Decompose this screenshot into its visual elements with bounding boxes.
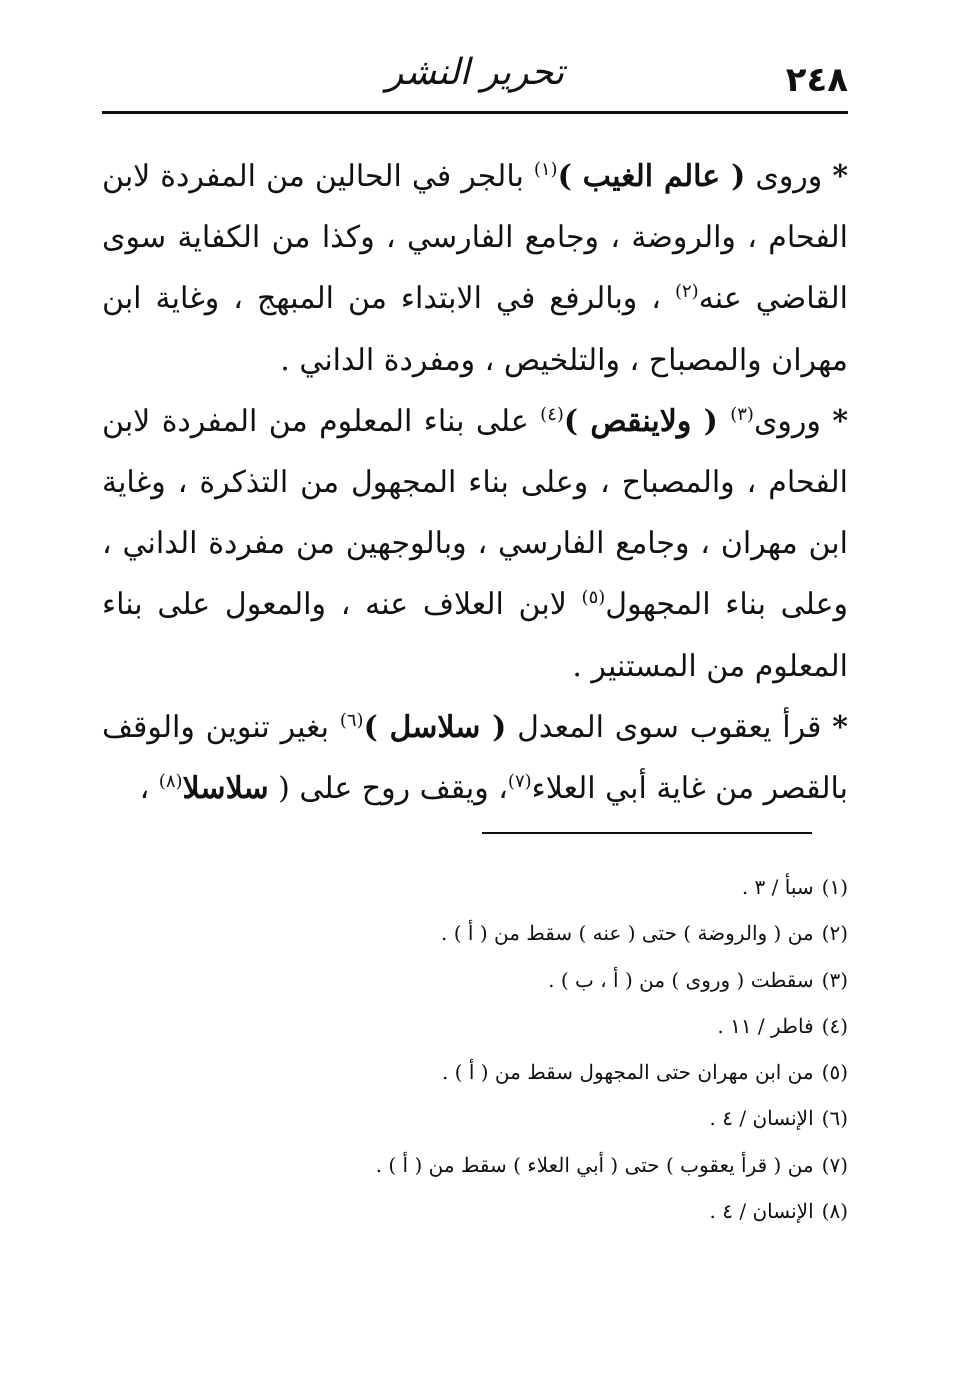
text-run: قرأ يعقوب سوى المعدل — [506, 709, 833, 745]
footnote-1 — [102, 864, 848, 910]
paragraph-1 — [102, 146, 848, 391]
footnote-6 — [102, 1095, 848, 1141]
quranic-word: سلاسلا — [182, 771, 269, 807]
footnote-ref: (٣) — [730, 403, 754, 425]
footnote-text: الإنسان / ٤ . — [709, 1199, 814, 1224]
footnote-2 — [102, 910, 848, 956]
footnote-5 — [102, 1049, 848, 1095]
footnote-3 — [102, 957, 848, 1003]
footnote-ref: (٥) — [581, 587, 606, 609]
footnote-8 — [102, 1188, 848, 1234]
footnote-separator — [482, 832, 812, 834]
quranic-word: ( ولاينقص ) — [563, 403, 731, 439]
footnote-ref: (٤) — [540, 403, 564, 425]
footnote-ref: (٨) — [158, 771, 183, 793]
text-run: بغير تنوين والوقف بالقصر من غاية أبي العلاء — [102, 709, 848, 807]
footnote-ref: (٢) — [674, 281, 699, 303]
book-title: تحرير النشر — [385, 52, 565, 93]
footnote-text: سقطت ( وروى ) من ( أ ، ب ) . — [548, 967, 814, 992]
footnote-text: فاطر / ١١ . — [717, 1013, 814, 1038]
text-run: ، وبالرفع في الابتداء من المبهج ، وغاية ابن مهران والمصباح ، والتلخيص ، ومفردة الداني . — [102, 281, 848, 378]
footnote-number: (٢) — [821, 921, 848, 946]
footnote-number: (٨) — [821, 1199, 848, 1224]
text-run: على بناء المعلوم من المفردة لابن الفحام ، والمصباح ، وعلى بناء المجهول من التذكرة ، وغاية ابن مهران ، وجامع الفارسي ، وبالوجهين من مفردة الداني ، وعلى بناء المجهول — [102, 403, 848, 623]
star-marker: * — [832, 709, 848, 745]
footnotes — [102, 864, 848, 1234]
footnote-ref: (١) — [533, 159, 558, 180]
star-marker: * — [832, 403, 849, 439]
text-run: ، — [139, 771, 159, 807]
paragraph-2 — [102, 391, 848, 697]
quranic-word: ( سلاسل ) — [363, 709, 507, 745]
text-run: وروى — [745, 159, 833, 194]
star-marker: * — [832, 159, 849, 194]
footnote-number: (١) — [821, 875, 848, 899]
footnote-4 — [102, 1003, 848, 1049]
footnote-number: (٤) — [821, 1013, 848, 1038]
text-run: بالجر في الحالين من المفردة لابن الفحام ، والروضة ، وجامع الفارسي ، وكذا من الكفاية سوى القاضي عنه — [102, 159, 849, 317]
footnote-ref: (٧) — [507, 771, 532, 793]
page-number: ٢٤٨ — [785, 60, 848, 100]
footnote-number: (٥) — [821, 1060, 848, 1085]
page-header — [102, 52, 848, 114]
footnote-7 — [102, 1142, 848, 1188]
footnote-text: من ( والروضة ) حتى ( عنه ) سقط من ( أ ) . — [441, 921, 814, 946]
quranic-word: ( عالم الغيب ) — [557, 159, 746, 194]
footnote-number: (٧) — [821, 1152, 848, 1177]
main-text — [102, 146, 848, 819]
header-rule — [102, 111, 848, 114]
paragraph-3 — [102, 697, 848, 819]
footnote-ref: (٦) — [339, 709, 364, 731]
text-run: وروى — [753, 403, 833, 439]
footnote-number: (٦) — [821, 1106, 848, 1131]
footnote-text: من ابن مهران حتى المجهول سقط من ( أ ) . — [441, 1060, 814, 1085]
text-run: لابن العلاف عنه ، والمعول على بناء المعلوم من المستنير . — [102, 587, 848, 684]
footnote-text: سبأ / ٣ . — [741, 875, 814, 899]
footnote-text: من ( قرأ يعقوب ) حتى ( أبي العلاء ) سقط من ( أ ) . — [375, 1152, 814, 1177]
footnote-number: (٣) — [821, 967, 848, 992]
text-run: ، ويقف روح على ( — [268, 771, 508, 807]
footnote-text: الإنسان / ٤ . — [709, 1106, 814, 1131]
